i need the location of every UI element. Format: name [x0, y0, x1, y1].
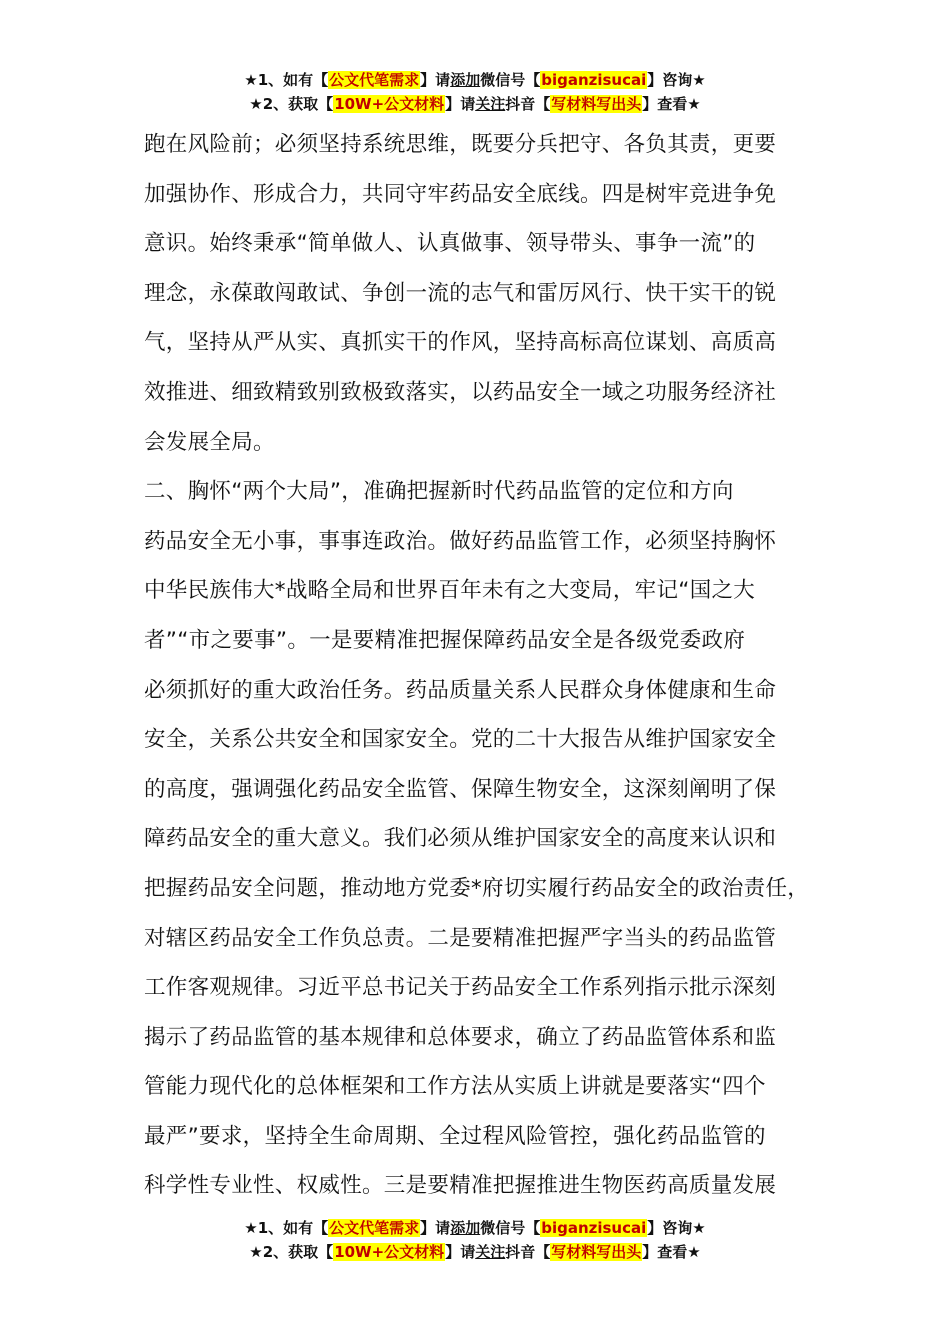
body-line: 把握药品安全问题，推动地方党委*府切实履行药品安全的政治责任，	[144, 875, 810, 901]
body-line: 科学性专业性、权威性。三是要精准把握推进生物医药高质量发展	[144, 1173, 777, 1199]
banner-text: 】查看★	[642, 1243, 701, 1261]
underlined-text: 添加	[450, 1219, 481, 1237]
body-line: 必须抓好的重大政治任务。药品质量关系人民群众身体健康和生命	[144, 677, 777, 703]
banner-text: 2、获取【	[262, 1243, 334, 1261]
body-line: 药品安全无小事，事事连政治。做好药品监管工作，必须坚持胸怀	[144, 528, 777, 554]
banner-text: 1、如有【	[257, 71, 329, 89]
document-body	[144, 120, 834, 1211]
body-line: 者”“市之要事”。一是要精准把握保障药品安全是各级党委政府	[144, 627, 746, 653]
underlined-text: 添加	[450, 71, 481, 89]
body-line: 中华民族伟大*战略全局和世界百年未有之大变局，牢记“国之大	[144, 578, 756, 604]
highlight-text: 公文代笔需求	[329, 71, 420, 89]
wechat-id: biganzisucai	[541, 71, 647, 89]
wechat-id: biganzisucai	[541, 1219, 647, 1237]
banner-text: 】请	[420, 1219, 451, 1237]
banner-text: 微信号【	[480, 1219, 541, 1237]
body-line: 加强协作、形成合力，共同守牢药品安全底线。四是树牢竞进争免	[144, 181, 777, 207]
body-line: 对辖区药品安全工作负总责。二是要精准把握严字当头的药品监管	[144, 925, 777, 951]
banner-text: 】查看★	[642, 95, 701, 113]
body-line: 安全，关系公共安全和国家安全。党的二十大报告从维护国家安全	[144, 727, 777, 753]
banner-text: 】咨询★	[647, 71, 706, 89]
highlight-text: 10W+公文材料	[334, 95, 445, 113]
body-line: 效推进、细致精致别致极致落实，以药品安全一域之功服务经济社	[144, 379, 777, 405]
body-line: 障药品安全的重大意义。我们必须从维护国家安全的高度来认识和	[144, 826, 777, 852]
banner-text: 抖音【	[505, 95, 551, 113]
body-line: 气，坚持从严从实、真抓实干的作风，坚持高标高位谋划、高质高	[144, 330, 777, 356]
banner-text: 微信号【	[480, 71, 541, 89]
banner-text: 】请	[445, 1243, 476, 1261]
header-banner	[0, 68, 950, 116]
body-line: 跑在风险前；必须坚持系统思维，既要分兵把守、各负其责，更要	[144, 132, 777, 157]
banner-line-1	[0, 1216, 950, 1240]
highlight-text: 公文代笔需求	[329, 1219, 420, 1237]
highlight-text: 10W+公文材料	[334, 1243, 445, 1261]
body-line: 管能力现代化的总体框架和工作方法从实质上讲就是要落实“四个	[144, 1074, 766, 1100]
banner-line-2	[0, 1240, 950, 1264]
body-line: 揭示了药品监管的基本规律和总体要求，确立了药品监管体系和监	[144, 1024, 777, 1050]
banner-text: 1、如有【	[257, 1219, 329, 1237]
star-icon: ★	[244, 71, 258, 89]
douyin-account: 写材料写出头	[551, 1243, 642, 1261]
banner-text: 】咨询★	[647, 1219, 706, 1237]
body-line: 会发展全局。	[144, 429, 275, 455]
section-heading: 二、胸怀“两个大局”，准确把握新时代药品监管的定位和方向	[144, 479, 734, 505]
body-line: 的高度，强调强化药品安全监管、保障生物安全，这深刻阐明了保	[144, 776, 777, 802]
banner-text: 抖音【	[505, 1243, 551, 1261]
underlined-text: 关注	[475, 1243, 506, 1261]
body-line: 理念，永葆敢闯敢试、争创一流的志气和雷厉风行、快干实干的锐	[144, 280, 777, 306]
banner-text: 】请	[445, 95, 476, 113]
banner-text: 】请	[420, 71, 451, 89]
star-icon: ★	[249, 1243, 263, 1261]
body-line: 最严”要求，坚持全生命周期、全过程风险管控，强化药品监管的	[144, 1123, 766, 1149]
body-line: 工作客观规律。习近平总书记关于药品安全工作系列指示批示深刻	[144, 975, 777, 1001]
star-icon: ★	[249, 95, 263, 113]
footer-banner	[0, 1216, 950, 1264]
body-line: 意识。始终秉承“简单做人、认真做事、领导带头、事争一流”的	[144, 231, 756, 257]
banner-line-2	[0, 92, 950, 116]
banner-text: 2、获取【	[262, 95, 334, 113]
star-icon: ★	[244, 1219, 258, 1237]
underlined-text: 关注	[475, 95, 506, 113]
douyin-account: 写材料写出头	[551, 95, 642, 113]
banner-line-1	[0, 68, 950, 92]
